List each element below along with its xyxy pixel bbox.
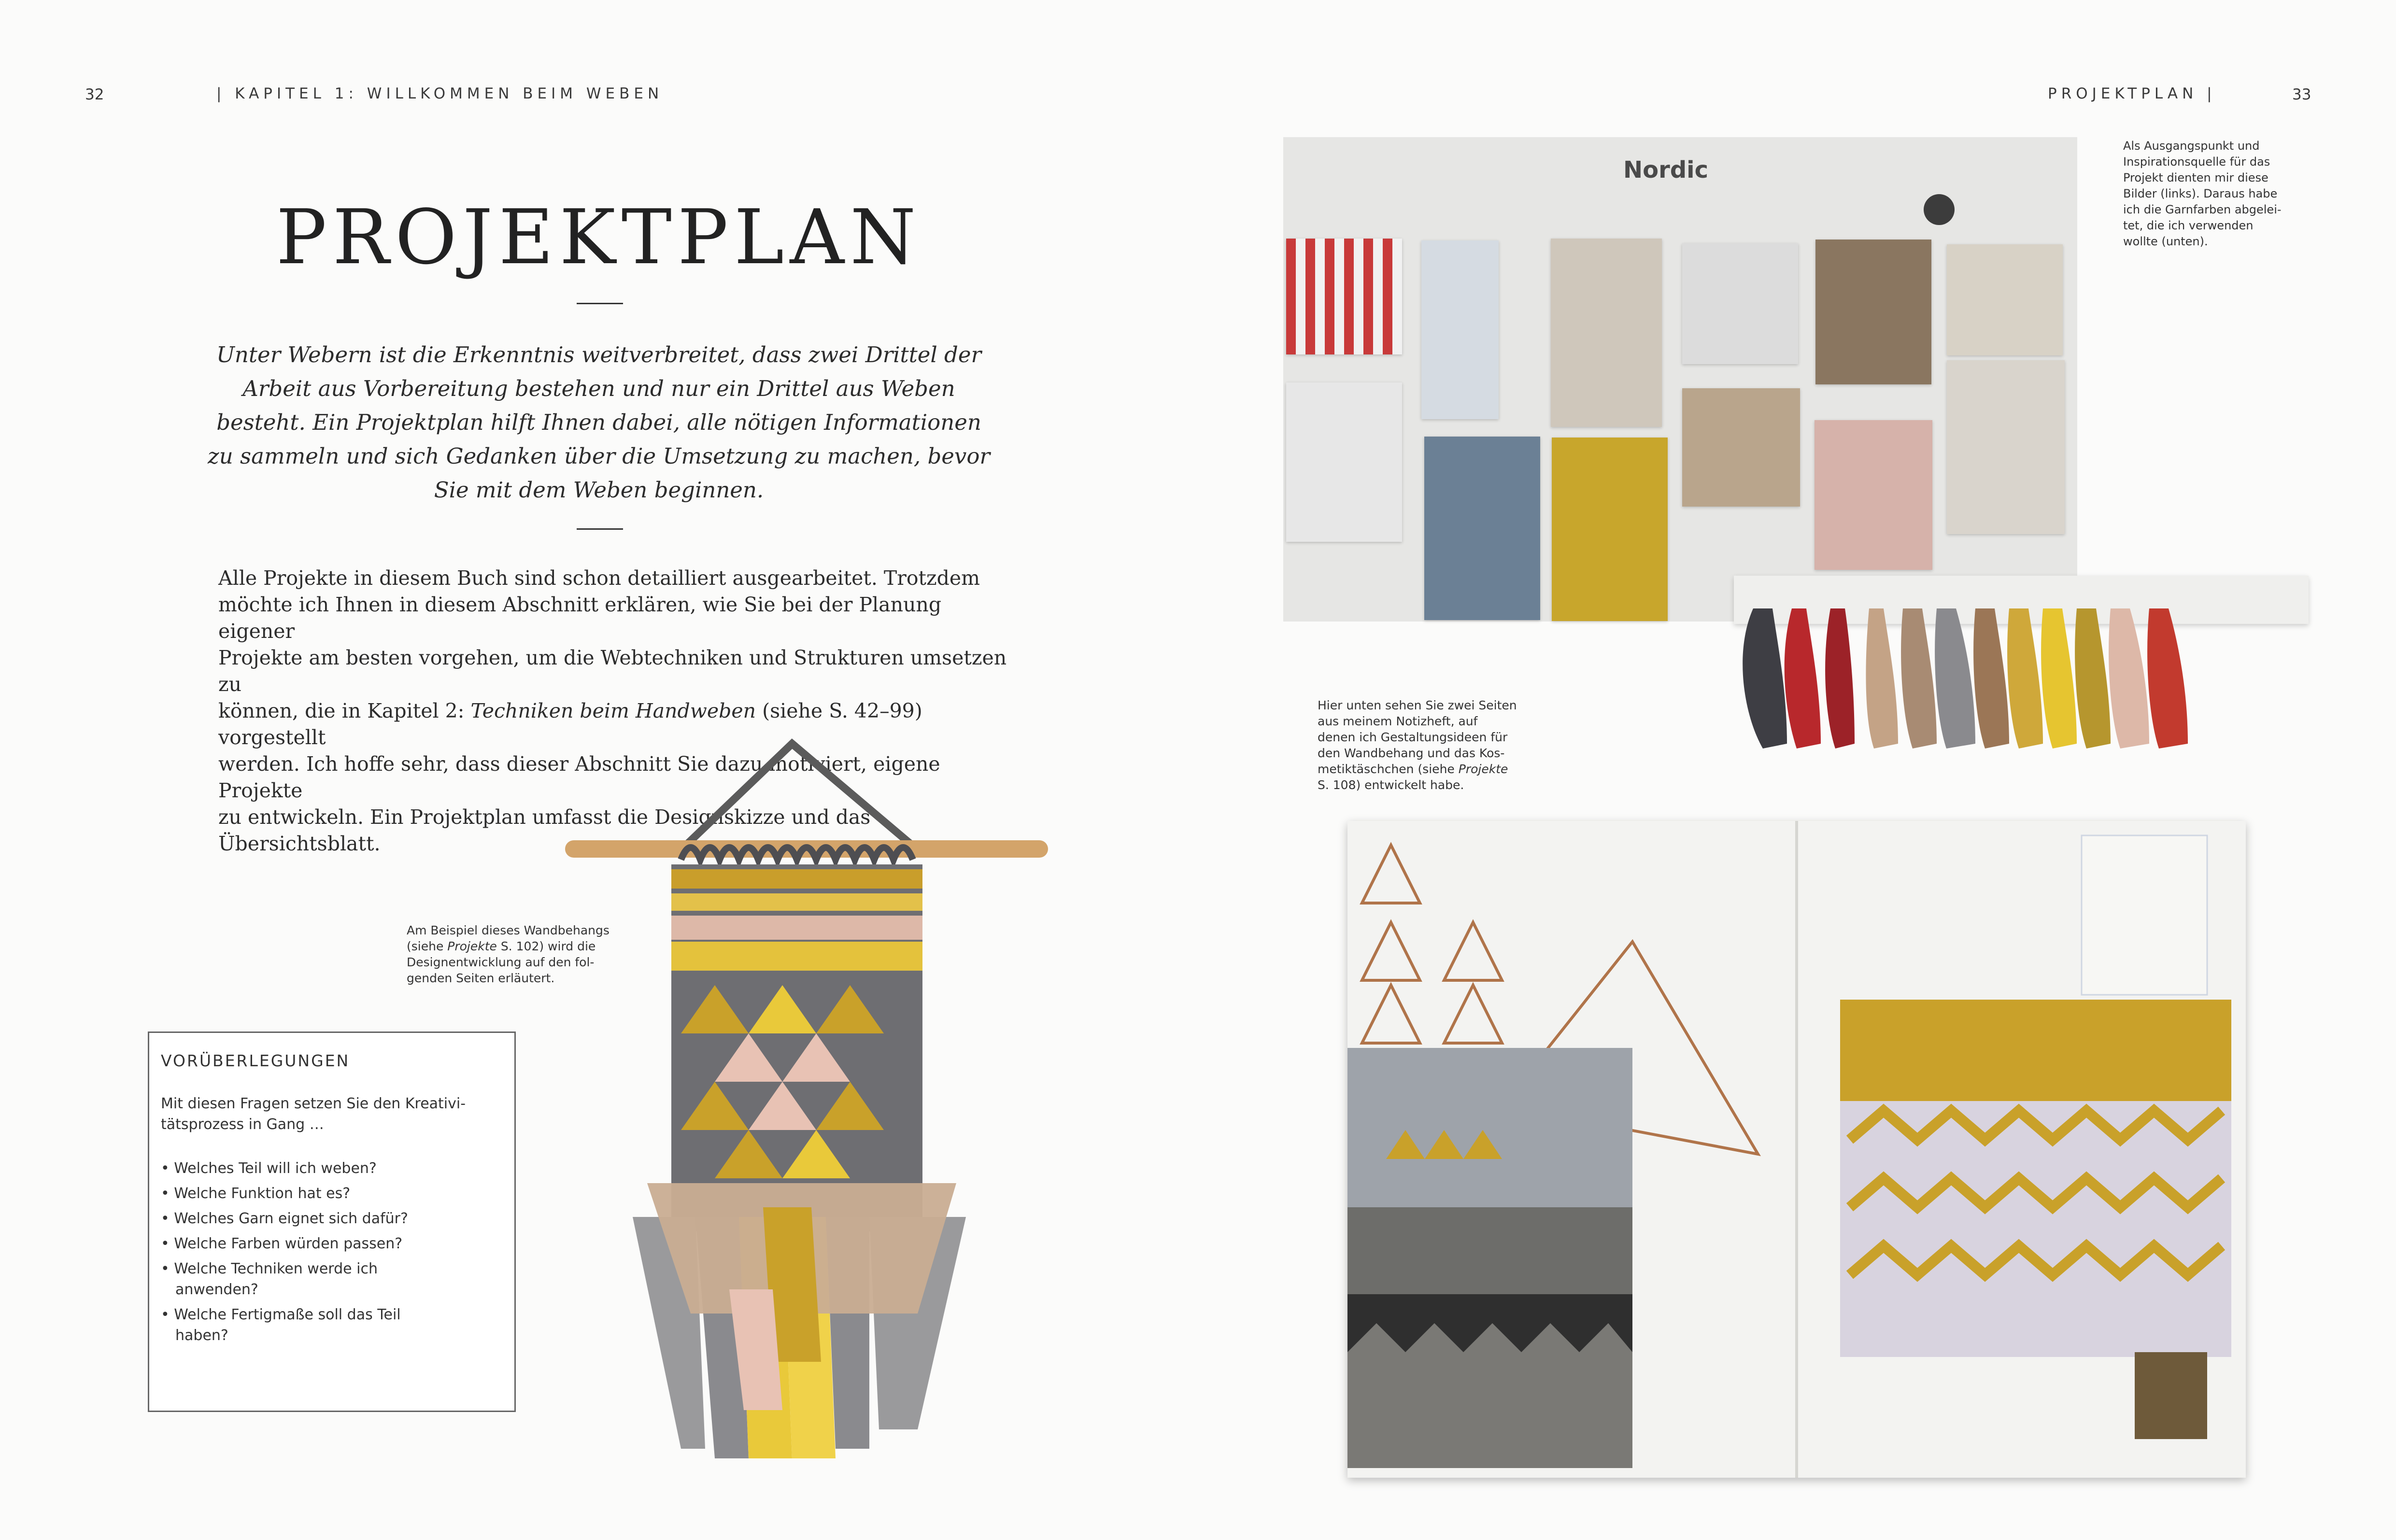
avatar xyxy=(1924,194,1955,225)
running-header-left: | KAPITEL 1: WILLKOMMEN BEIM WEBEN xyxy=(216,85,664,102)
woven-collage xyxy=(1347,1048,1632,1207)
list-item: • Welches Teil will ich weben? xyxy=(161,1158,451,1179)
yarn-swatches xyxy=(1734,594,2313,787)
sidebar-intro: Mit diesen Fragen setzen Sie den Kreativi- tätsprozess in Gang … xyxy=(161,1095,466,1133)
list-item: • Welche Fertigmaße soll das Teil haben? xyxy=(161,1304,451,1346)
caption-notebook: Hier unten sehen Sie zwei Seiten aus meinem Notizheft, auf denen ich Gestaltungsideen für den Wandbehang und das Kos- metiktäschchen (siehe Projekte S. 108) entwickelt habe. xyxy=(1318,698,1517,792)
braid-row-mustard xyxy=(671,869,922,889)
running-header-right: PROJEKTPLAN | xyxy=(2048,85,2216,102)
caption-moodboard: Als Ausgangspunkt und Inspirationsquelle für das Projekt dienten mir diese Bilder (links). Daraus habe ich die Garnfarben abgelei- tet, die ich verwenden wollte (unten). xyxy=(2123,139,2282,248)
intro-line: Unter Webern ist die Erkenntnis weitverbreitet, dass zwei Drittel der xyxy=(216,342,981,367)
title-rule xyxy=(577,303,623,304)
backpack-tile xyxy=(1682,388,1800,507)
intro-line: zu sammeln und sich Gedanken über die Umsetzung zu machen, bevor xyxy=(208,443,990,469)
interior-tile xyxy=(1551,239,1662,427)
body-line: Alle Projekte in diesem Buch sind schon detailliert ausgearbeitet. Trotzdem xyxy=(218,566,980,590)
yarn-sample xyxy=(2135,1352,2207,1439)
yarn-tassels xyxy=(1743,608,2188,749)
wall-hanging-photo xyxy=(522,734,1120,1478)
intro-line: besteht. Ein Projektplan hilft Ihnen dabei, alle nötigen Informationen xyxy=(216,410,981,435)
living-room-tile xyxy=(1947,360,2065,534)
list-item: • Welche Techniken werde ich anwenden? xyxy=(161,1258,451,1300)
sidebar-title: VORÜBERLEGUNGEN xyxy=(161,1051,350,1070)
knit-hat-tile xyxy=(1682,243,1798,364)
grid-paper xyxy=(2082,835,2207,995)
zigzag-fabric xyxy=(1840,1101,2231,1357)
moodboard-title: Nordic xyxy=(1623,156,1709,184)
list-item: • Welches Garn eignet sich dafür? xyxy=(161,1208,451,1229)
intro-paragraph xyxy=(184,338,1014,507)
interior-collage xyxy=(1347,1207,1632,1294)
notebook-photo xyxy=(1347,821,2246,1478)
sidebar-box xyxy=(148,1031,516,1412)
book-chapter-title: Techniken beim Handweben xyxy=(470,699,756,722)
question-list xyxy=(161,1158,451,1346)
mustard-fabric xyxy=(1840,1000,2231,1106)
body-line: zu entwickeln. Ein Projektplan umfasst die Designskizze und das Übersichtsblatt. xyxy=(218,805,871,855)
body-line: Projekte am besten vorgehen, um die Webtechniken und Strukturen umsetzen zu xyxy=(218,646,1007,696)
braid-row-pink xyxy=(671,916,922,940)
fringe xyxy=(633,1183,966,1458)
braid-row-yellow-2 xyxy=(671,942,922,971)
list-item: • Welche Farben würden passen? xyxy=(161,1233,451,1254)
intro-line: Arbeit aus Vorbereitung bestehen und nur ein Drittel aus Weben xyxy=(242,376,955,401)
black-house-tile xyxy=(1815,240,1931,384)
caption-wall-hanging: Am Beispiel dieses Wandbehangs (siehe Projekte S. 102) wird die Designentwicklung auf den fol- genden Seiten erläutert. xyxy=(407,923,610,985)
page-number-right: 33 xyxy=(2292,86,2311,103)
hanging-cord xyxy=(681,744,918,850)
body-line: möchte ich Ihnen in diesem Abschnitt erklären, wie Sie bei der Planung eigener xyxy=(218,593,942,643)
bench-tile xyxy=(1947,244,2063,355)
intro-line: Sie mit dem Weben beginnen. xyxy=(434,477,764,503)
intro-rule xyxy=(577,528,623,530)
lamp-tile xyxy=(1286,382,1402,542)
page-number-left: 32 xyxy=(85,86,104,103)
landscape-tile xyxy=(1424,437,1540,620)
braid-row-yellow xyxy=(671,893,922,911)
yellow-house-tile xyxy=(1552,438,1668,621)
red-knit-tile xyxy=(1815,420,1932,570)
page-title: PROJEKTPLAN xyxy=(276,193,922,281)
knit-pattern-tile xyxy=(1286,239,1402,354)
body-line: können, die in Kapitel 2: Techniken beim Handweben (siehe S. 42–99) vorgestellt xyxy=(218,699,922,749)
mittens-tile xyxy=(1421,240,1499,419)
notebook-sketches xyxy=(1347,821,2246,1478)
moodboard-image xyxy=(1283,137,2077,622)
body-line: werden. Ich hoffe sehr, dass dieser Abschnitt Sie dazu motiviert, eigene Projekte xyxy=(218,752,940,802)
list-item: • Welche Funktion hat es? xyxy=(161,1183,451,1204)
